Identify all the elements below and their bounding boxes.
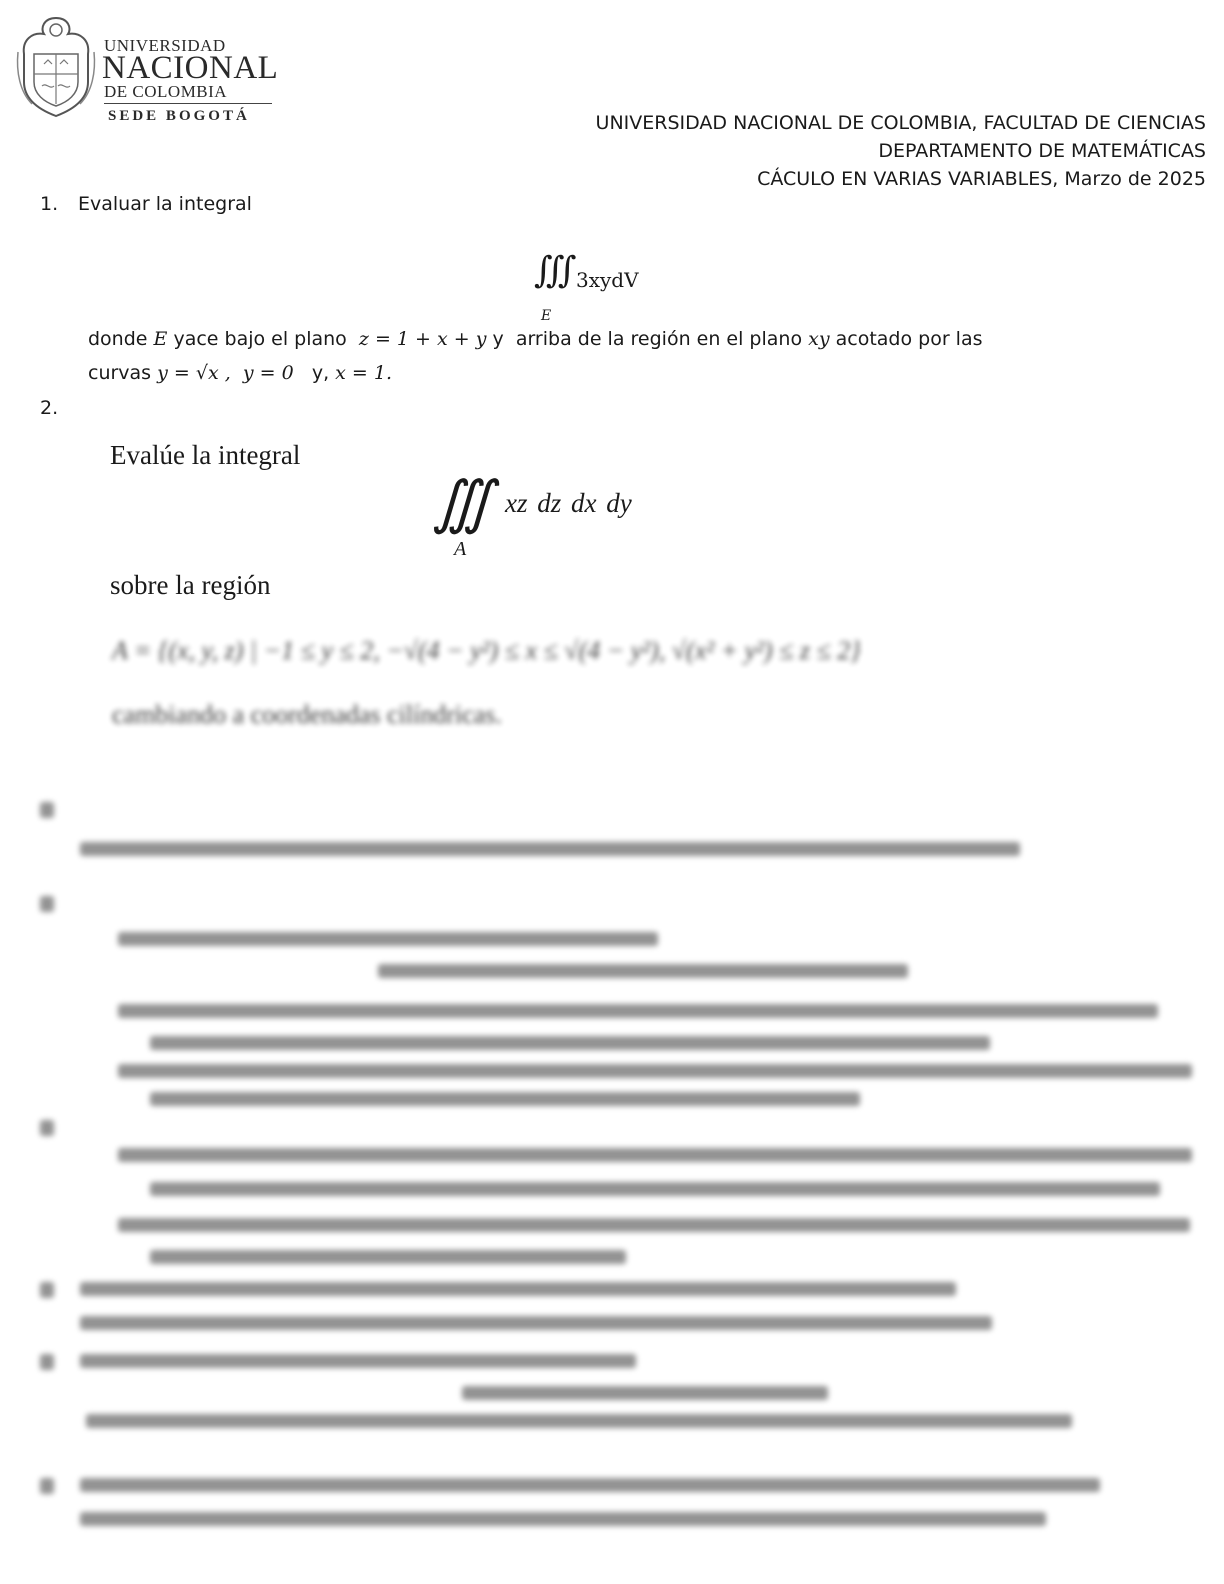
blur-q8-number [40,1478,54,1494]
q1-number: 1. [40,193,59,215]
blur-q5a-line2 [150,1182,1160,1196]
q2-region-label: A [454,538,467,560]
blur-q7-line1 [80,1354,636,1368]
q1-text-arriba: y arriba de la región en el plano [486,328,809,350]
q1-description-line1 [88,328,983,350]
q2-over-region: sobre la región [110,570,271,600]
blur-q7-line2 [462,1386,828,1400]
blur-q5b-line2 [150,1250,626,1264]
q2-title: Evalúe la integral [110,440,301,470]
q1-text-y: y, [311,362,330,384]
blur-q4c-line2 [150,1092,860,1106]
q1-triple-integral-sign: ∭ [534,250,577,291]
blur-q5a-line1 [118,1148,1192,1162]
logo-line-universidad: UNIVERSIDAD [104,36,226,55]
q1-curve-y0: y = 0 [242,362,294,384]
blur-q4a-line1 [118,932,658,946]
q2-method: cambiando a coordenadas cilíndricas. [112,700,502,729]
blur-q4b-line1 [118,1004,1158,1018]
blur-q4a-line2 [378,964,908,978]
q2-integrand: xz dz dx dy [505,488,632,518]
q1-text-acotado: acotado por las [829,328,983,350]
q1-plane-equation: z = 1 + x + y [358,328,487,350]
header-course: CÁCULO EN VARIAS VARIABLES, Marzo de 2025 [757,168,1206,190]
logo-divider [104,103,272,104]
blur-q4b-line2 [150,1036,990,1050]
blur-q4c-line1 [118,1064,1192,1078]
q1-text-curvas: curvas [88,362,158,384]
blur-q3-number [40,802,54,818]
blur-q8-line2 [80,1512,1046,1526]
coat-of-arms-icon [14,12,98,120]
q1-description-line2 [88,362,392,384]
q2-region-definition: A = {(x, y, z) | −1 ≤ y ≤ 2, −√(4 − y²) ≤ x ≤ √(4 − y²), √(x² + y²) ≤ z ≤ 2} [112,636,861,665]
blur-q6-line1 [80,1282,956,1296]
q1-text-xy: xy [808,328,830,350]
blur-q5-number [40,1120,54,1136]
q1-region-label: E [541,308,552,324]
blur-q3-text [80,842,1020,856]
blur-q6-number [40,1282,54,1298]
q1-text-donde: donde [88,328,154,350]
blur-q5b-line1 [118,1218,1190,1232]
logo-line-nacional: NACIONAL [102,50,279,86]
blur-q7-line3 [86,1414,1072,1428]
q1-title: Evaluar la integral [78,193,252,215]
logo-line-de-colombia: DE COLOMBIA [104,82,228,101]
q1-text-E: E [153,328,168,350]
q2-triple-integral-sign: ∭ [432,470,480,535]
blur-q6-line2 [80,1316,992,1330]
q1-text-yace: yace bajo el plano [167,328,353,350]
q1-integrand: 3xydV [576,268,639,292]
blur-q8-line1 [80,1478,1100,1492]
blur-q4-number [40,896,54,912]
logo-line-sede: SEDE BOGOTÁ [108,108,250,124]
blur-q7-number [40,1354,54,1370]
q2-number: 2. [40,397,59,419]
q1-curve-sqrt: y = √x , [157,362,231,384]
header-department: DEPARTAMENTO DE MATEMÁTICAS [878,140,1206,162]
university-logo [14,12,279,130]
header-faculty: UNIVERSIDAD NACIONAL DE COLOMBIA, FACULTAD DE CIENCIAS [595,112,1206,134]
q1-curve-x1: x = 1. [335,362,393,384]
